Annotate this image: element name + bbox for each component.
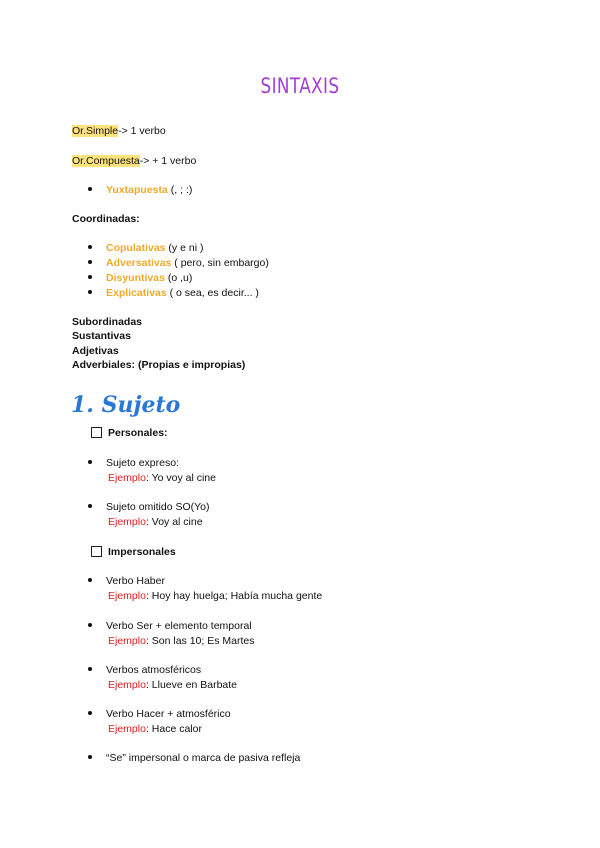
term: Explicativas	[106, 287, 167, 299]
item-text: Sujeto omitido SO(Yo)	[106, 501, 210, 513]
ejemplo-label: Ejemplo	[108, 516, 146, 528]
term-detail: (, ; :)	[167, 184, 193, 196]
ejemplo-line	[108, 590, 322, 602]
ejemplo-label: Ejemplo	[108, 472, 146, 484]
ejemplo-line	[108, 472, 216, 484]
list-item	[88, 457, 179, 469]
oracion-compuesta-text: -> + 1 verbo	[139, 155, 197, 167]
bullet-icon	[88, 504, 92, 508]
checklist-impersonales	[91, 546, 176, 558]
bullet-icon	[88, 260, 92, 264]
oracion-simple-label: Or.Simple	[72, 125, 119, 137]
list-item	[88, 708, 231, 720]
adverbiales-line: Adverbiales: (Propias e impropias)	[72, 359, 246, 371]
bullet-icon	[88, 245, 92, 249]
term: Yuxtapuesta	[106, 184, 168, 196]
ejemplo-line	[108, 723, 202, 735]
bullet-icon	[88, 290, 92, 294]
sustantivas-line: Sustantivas	[72, 330, 131, 342]
bullet-icon	[88, 623, 92, 627]
checkbox-icon[interactable]	[91, 427, 102, 438]
ejemplo-line	[108, 516, 203, 528]
bullet-icon	[88, 187, 92, 191]
list-item	[88, 620, 252, 632]
term: Adversativas	[106, 257, 172, 269]
oracion-simple-text: -> 1 verbo	[118, 125, 166, 137]
ejemplo-text: : Hace calor	[145, 723, 202, 735]
list-item	[88, 664, 201, 676]
term: Copulativas	[106, 242, 166, 254]
section-heading-sujeto: 1. Sujeto	[71, 392, 181, 418]
oracion-compuesta-label: Or.Compuesta	[72, 155, 140, 167]
ejemplo-text: : Yo voy al cine	[145, 472, 216, 484]
ejemplo-label: Ejemplo	[108, 635, 146, 647]
ejemplo-label: Ejemplo	[108, 679, 146, 691]
ejemplo-line	[108, 679, 237, 691]
term-detail: (o ,u)	[164, 272, 193, 284]
term: Disyuntivas	[106, 272, 165, 284]
list-item	[88, 272, 192, 284]
ejemplo-text: : Llueve en Barbate	[145, 679, 238, 691]
item-text: Sujeto expreso:	[106, 457, 179, 469]
adjetivas-line: Adjetivas	[72, 345, 119, 357]
oracion-compuesta-line	[72, 155, 196, 167]
item-text: “Se” impersonal o marca de pasiva refleja	[106, 752, 301, 764]
list-item	[88, 501, 210, 513]
checklist-label: Impersonales	[108, 546, 176, 558]
term-detail: ( o sea, es decir... )	[166, 287, 259, 299]
bullet-icon	[88, 275, 92, 279]
list-item-yuxtapuesta	[88, 184, 192, 196]
bullet-icon	[88, 460, 92, 464]
page-title: SINTAXIS	[260, 74, 340, 98]
subordinadas-line: Subordinadas	[72, 316, 143, 328]
bullet-icon	[88, 755, 92, 759]
ejemplo-text: : Voy al cine	[145, 516, 203, 528]
term-detail: ( pero, sin embargo)	[171, 257, 269, 269]
ejemplo-line	[108, 635, 255, 647]
checkbox-icon[interactable]	[91, 546, 102, 557]
list-item	[88, 257, 269, 269]
bullet-icon	[88, 667, 92, 671]
ejemplo-label: Ejemplo	[108, 590, 146, 602]
list-item	[88, 752, 300, 764]
ejemplo-text: : Hoy hay huelga; Había mucha gente	[145, 590, 323, 602]
item-text: Verbos atmosféricos	[106, 664, 202, 676]
coordinadas-heading: Coordinadas:	[72, 213, 140, 225]
ejemplo-label: Ejemplo	[108, 723, 146, 735]
bullet-icon	[88, 578, 92, 582]
oracion-simple-line	[72, 125, 166, 137]
bullet-icon	[88, 711, 92, 715]
list-item	[88, 287, 259, 299]
item-text: Verbo Haber	[106, 575, 165, 587]
item-text: Verbo Hacer + atmosférico	[106, 708, 231, 720]
checklist-label: Personales:	[108, 427, 168, 439]
term-detail: (y e ni )	[165, 242, 204, 254]
list-item	[88, 575, 165, 587]
checklist-personales	[91, 427, 168, 439]
ejemplo-text: : Son las 10; Es Martes	[145, 635, 255, 647]
item-text: Verbo Ser + elemento temporal	[106, 620, 252, 632]
list-item	[88, 242, 203, 254]
